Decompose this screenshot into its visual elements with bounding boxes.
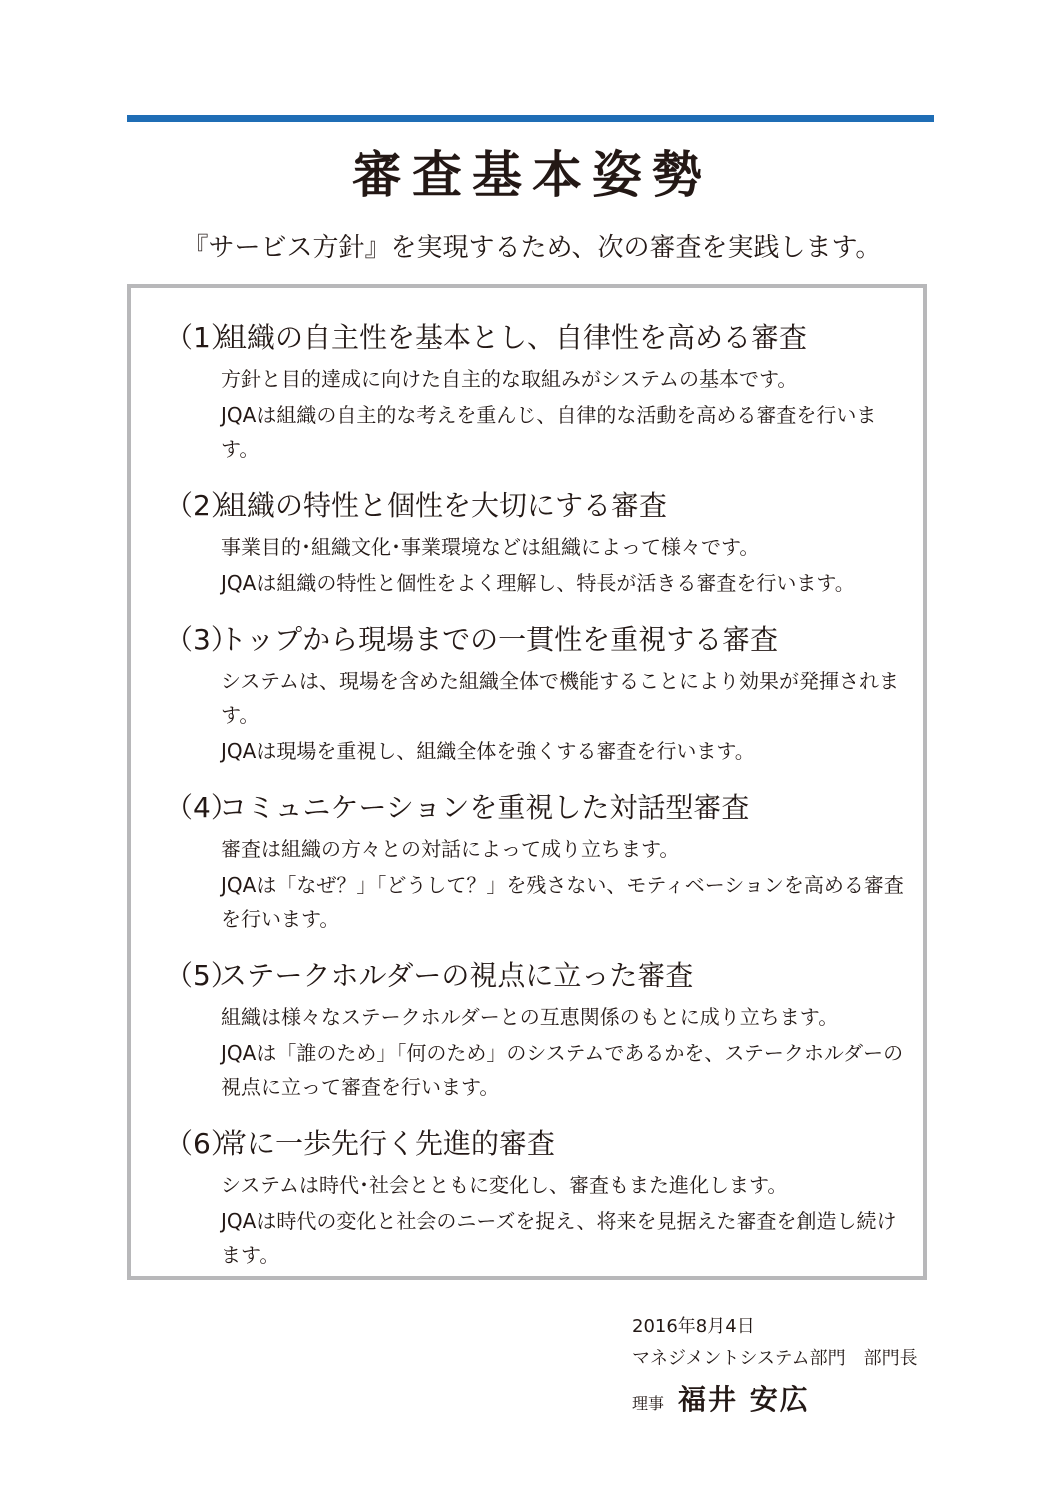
policy-number: （4） (165, 791, 239, 824)
policy-paragraph: システムは時代･社会とともに変化し、審査もまた進化します。 (221, 1173, 788, 1197)
policy-title: 組織の特性と個性を大切にする審査 (219, 489, 668, 522)
policy-item-2 (165, 486, 925, 600)
policy-paragraph: 方針と目的達成に向けた自主的な取組みがシステムの基本です。 (221, 367, 798, 391)
signature-block (632, 1312, 918, 1426)
policy-number: （2） (165, 489, 239, 522)
policy-paragraph: 組織は様々なステークホルダーとの互恵関係のもとに成り立ちます。 (221, 1005, 839, 1029)
policy-item-4 (165, 788, 925, 936)
policy-item-6 (165, 1124, 925, 1272)
policy-title: ステークホルダーの視点に立った審査 (219, 959, 694, 992)
signature-date: 2016年8月4日 (632, 1316, 755, 1337)
policy-number: （6） (165, 1127, 239, 1160)
policy-paragraph: JQAは「誰のため」「何のため」のシステムであるかを、ステークホルダーの視点に立って審査を行います。 (221, 1041, 904, 1099)
policy-title: 常に一歩先行く先進的審査 (219, 1127, 556, 1160)
policy-item-5 (165, 956, 925, 1104)
policy-item-3 (165, 620, 925, 768)
policy-heading (165, 620, 925, 660)
policy-title: トップから現場までの一貫性を重視する審査 (219, 623, 779, 656)
policy-heading (165, 788, 925, 828)
page-subtitle: 『サービス方針』を実現するため、次の審査を実践します。 (182, 233, 882, 263)
policy-heading (165, 486, 925, 526)
signature-role: 理事 (632, 1394, 665, 1413)
signature-department: マネジメントシステム部門 部門長 (632, 1348, 918, 1369)
policy-paragraph: 事業目的･組織文化･事業環境などは組織によって様々です。 (221, 535, 760, 559)
policy-heading (165, 956, 925, 996)
policy-number: （1） (165, 321, 239, 354)
policy-number: （5） (165, 959, 239, 992)
policy-heading (165, 318, 925, 358)
policy-paragraph: システムは、現場を含めた組織全体で機能することにより効果が発揮されます。 (221, 669, 899, 727)
signature-name: 福井 安広 (678, 1383, 810, 1416)
policy-title: コミュニケーションを重視した対話型審査 (219, 791, 750, 824)
policy-paragraph: JQAは組織の自主的な考えを重んじ、自律的な活動を高める審査を行います。 (221, 403, 877, 461)
policy-paragraph: 審査は組織の方々との対話によって成り立ちます。 (221, 837, 680, 861)
policy-item-1 (165, 318, 925, 466)
policy-number: （3） (165, 623, 239, 656)
top-blue-rule (127, 115, 934, 122)
policy-paragraph: JQAは時代の変化と社会のニーズを捉え、将来を見据えた審査を創造し続けます。 (221, 1209, 897, 1267)
policy-heading (165, 1124, 925, 1164)
signature-name-row (632, 1378, 918, 1426)
policy-paragraph: JQAは「なぜ？」「どうして？」を残さない、モティベーションを高める審査を行います。 (221, 873, 904, 931)
page-title: 審査基本姿勢 (352, 146, 712, 204)
policy-list (165, 318, 925, 1292)
policy-paragraph: JQAは現場を重視し、組織全体を強くする審査を行います。 (221, 739, 755, 763)
policy-title: 組織の自主性を基本とし、自律性を高める審査 (219, 321, 808, 354)
policy-paragraph: JQAは組織の特性と個性をよく理解し、特長が活きる審査を行います。 (221, 571, 855, 595)
